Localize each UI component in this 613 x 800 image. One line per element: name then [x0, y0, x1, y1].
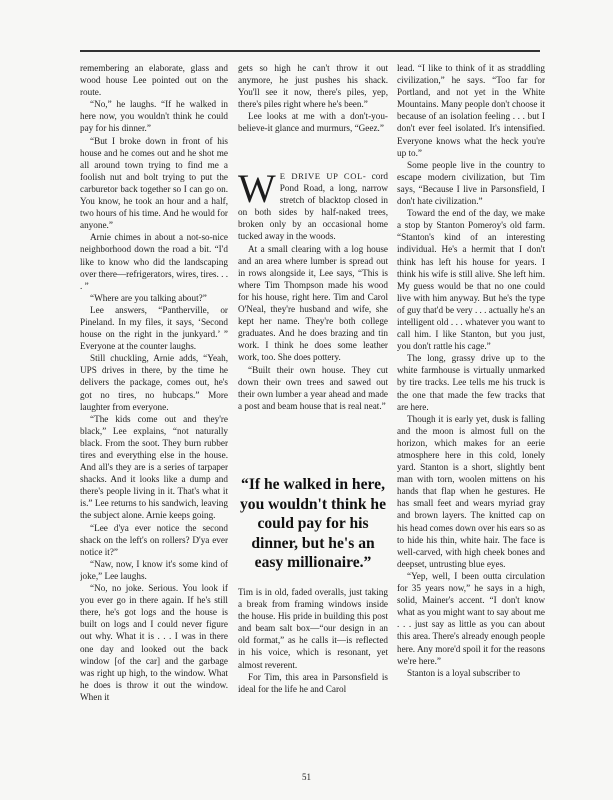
small-caps-lead: E DRIVE UP COL-: [279, 171, 367, 181]
text-column-middle-top: [238, 62, 388, 148]
paragraph: Still chuckling, Arnie adds, “Yeah, UPS drives in there, by the time he delivers the package, comes out, he's got no tires, no hubcaps.” More laughter from everyone.: [80, 353, 228, 412]
drop-cap: W: [238, 170, 276, 211]
paragraph: Tim is in old, faded overalls, just taking a break from framing windows inside the house. His pride in building this post and beam salt box—“our design in an old format,” as he calls it—is reflected in his voice, which is resonant, yet almost reverent.: [238, 587, 388, 670]
opening-text: cord Pond Road, a long, narrow stretch of blacktop closed in on both sides by half-naked trees, broken only by an occasional home tucked away in the woods.: [238, 171, 388, 242]
paragraph: gets so high he can't throw it out anymore, he just pushes his shack. You'll see it now, there's piles, yep, there's piles right where he's been.”: [238, 63, 388, 110]
paragraph: “No, no joke. Serious. You look if you ever go in there again. If he's still there, he's got logs and the house is built on logs and I could never figure out why. What it is . . . I was in there one day and looked out the back window [of the car] and the garbage was right up high, to the window. What he does is throw it out the window. When it: [80, 583, 228, 702]
paragraph: Arnie chimes in about a not-so-nice neighborhood down the road a bit. “I'd like to know who did the landscaping over there—refrigerators, wires, tires. . . . ”: [80, 232, 228, 291]
paragraph: Though it is early yet, dusk is falling and the moon is almost full on the horizon, which makes for an eerie atmosphere here in this cold, lonely yard. Stanton is a short, slightly bent man with torn, woolen mittens on his hands that flap when he gestures. He has small feet and wears myriad gray and brown layers. The knitted cap on his head comes down over his ears so as to hide his thin, white hair. The face is well-carved, with high cheek bones and deepset, untrusting blue eyes.: [397, 413, 545, 569]
paragraph: At a small clearing with a log house and an area where lumber is spread out in rows alongside it, Lee says, “This is where Tim Thompson made his wood for his house, right here. Tim and Carol O'Neal, they're husband and wife, she kept her name. They're both college graduates. And he does brazing and tin work. I think he does some leather work, too. She does pottery.: [238, 243, 388, 363]
paragraph: Stanton is a loyal subscriber to: [407, 667, 521, 678]
pull-quote: “If he walked in here, you wouldn't think he could pay for his dinner, but he's an easy millionaire.”: [239, 476, 387, 571]
paragraph: “But I broke down in front of his house and he comes out and he shot me all around town trying to find me a foolish nut and bolt trying to put the carburetor back together so I can go on. You know, he took an hour and a half, two hours of his time. And he would for anyone.”: [80, 135, 228, 231]
paragraph: The long, grassy drive up to the white farmhouse is virtually unmarked by tire tracks. Lee tells me his truck is the one that made the few tracks that are here.: [397, 353, 545, 412]
paragraph: “Where are you talking about?”: [90, 292, 207, 303]
text-column-middle-section: [238, 170, 388, 456]
paragraph: Some people live in the country to escape modern civilization, but Tim says, “Because I live in Parsonsfield, I don't hate civilization.”: [397, 159, 545, 207]
page-number: 51: [302, 772, 311, 782]
paragraph: Lee answers, “Pantherville, or Pineland. In my files, it says, ‘Second house on the right in the junkyard.’ ” Everyone at the counter laughs.: [80, 304, 228, 352]
paragraph: “Yep, well, I been outta circulation for 35 years now,” he says in a high, solid, Mainer's accent. “I don't know what as you might want to say about me . . . just say as little as you can about this area. There's already enough people here. Any more'd spoil it for the reasons we're here.”: [397, 570, 545, 666]
header-rule: [80, 50, 540, 52]
paragraph: “Lee d'ya ever notice the second shack on the left's on rollers? D'ya ever notice it?”: [80, 522, 228, 557]
paragraph: lead. “I like to think of it as straddling civilization,” he says. “Too far for Portland, and not yet in the White Mountains. Many people don't choose it because of an isolation feeling . . . but I don't ever feel isolated. It's intensified. Everyone knows what the heck you're up to.”: [397, 63, 545, 158]
paragraph: “Naw, now, I know it's some kind of joke,” Lee laughs.: [80, 558, 228, 581]
text-column-left: [80, 62, 228, 767]
paragraph: For Tim, this area in Parsonsfield is ideal for the life he and Carol: [238, 671, 388, 694]
section-opening-paragraph: [238, 170, 388, 243]
text-column-right: [397, 62, 545, 767]
paragraph: Lee looks at me with a don't-you-believe-it glance and murmurs, “Geez.”: [238, 111, 388, 134]
paragraph: “Built their own house. They cut down their own trees and sawed out their own lumber a year ahead and made a post and beam house that is real neat.”: [238, 364, 388, 411]
paragraph: “No,” he laughs. “If he walked in here now, you wouldn't think he could pay for his dinner.”: [80, 99, 228, 134]
text-column-middle-bottom: [238, 586, 388, 768]
paragraph: remembering an elaborate, glass and wood house Lee pointed out on the route.: [80, 63, 228, 98]
paragraph: Toward the end of the day, we make a stop by Stanton Pomeroy's old farm. “Stanton's kind of an interesting individual. He's a hermit that I don't think has left his house for years. I think his wife is still alive. She left him. My guess would be that no one could live with him anyway. But he's the type of guy that'd be very . . . actually he's an intelligent old . . . whatever you want to call him. I like Stanton, but you just, you don't rattle his cage.”: [397, 208, 545, 352]
paragraph: “The kids come out and they're black,” Lee explains, “not naturally black. From the soot. They burn rubber tires and everything else in the house. And all's they are is a series of tarpaper shacks. And it looks like a dump and there's people living in it. That's what it is.” Lee returns to his sandwich, leaving the subject alone. Arnie keeps going.: [80, 413, 228, 521]
